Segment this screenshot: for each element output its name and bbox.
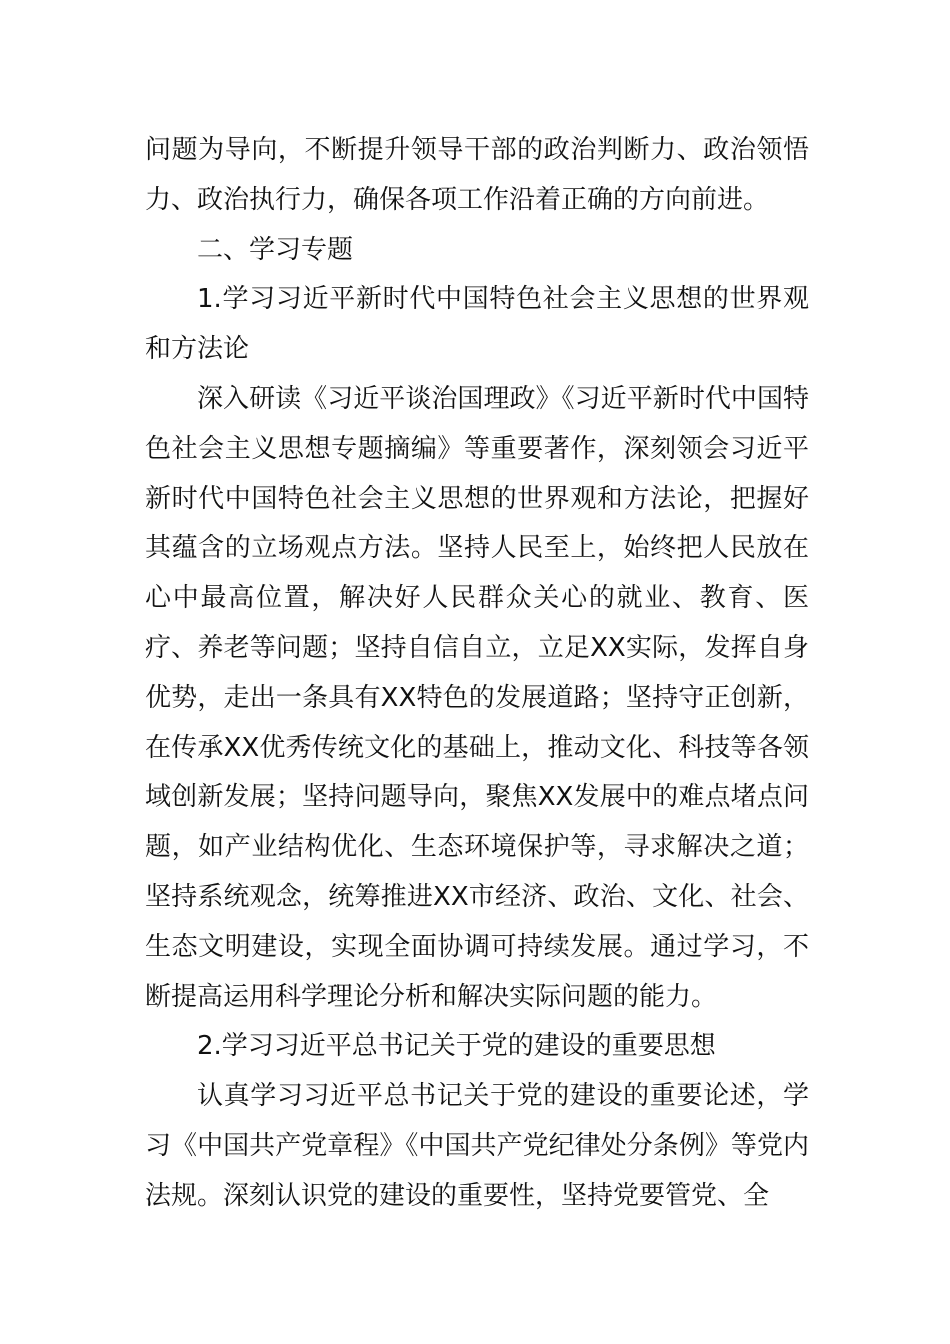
- subheading-topic-2: 2.学习习近平总书记关于党的建设的重要思想: [197, 1031, 716, 1062]
- subheading-topic-1: 1.学习习近平新时代中国特色社会主义思想的世界观和方法论: [145, 284, 809, 365]
- document-body: [145, 126, 809, 1222]
- paragraph-topic-1-body: 深入研读《习近平谈治国理政》《习近平新时代中国特色社会主义思想专题摘编》等重要著作，深刻领会习近平新时代中国特色社会主义思想的世界观和方法论，把握好其蕴含的立场观点方法。坚持人民至上，始终把人民放在心中最高位置，解决好人民群众关心的就业、教育、医疗、养老等问题；坚持自信自立，立足XX实际，发挥自身优势，走出一条具有XX特色的发展道路；坚持守正创新，在传承XX优秀传统文化的基础上，推动文化、科技等各领域创新发展；坚持问题导向，聚焦XX发展中的难点堵点问题，如产业结构优化、生态环境保护等，寻求解决之道；坚持系统观念，统筹推进XX市经济、政治、文化、社会、生态文明建设，实现全面协调可持续发展。通过学习，不断提高运用科学理论分析和解决实际问题的能力。: [145, 383, 809, 1012]
- section-heading-study-topics: 二、学习专题: [197, 234, 354, 265]
- paragraph-continuation: 问题为导向，不断提升领导干部的政治判断力、政治领悟力、政治执行力，确保各项工作沿着正确的方向前进。: [145, 135, 809, 215]
- paragraph-topic-2-body: 认真学习习近平总书记关于党的建设的重要论述，学习《中国共产党章程》《中国共产党纪律处分条例》等党内法规。深刻认识党的建设的重要性，坚持党要管党、全: [145, 1081, 809, 1211]
